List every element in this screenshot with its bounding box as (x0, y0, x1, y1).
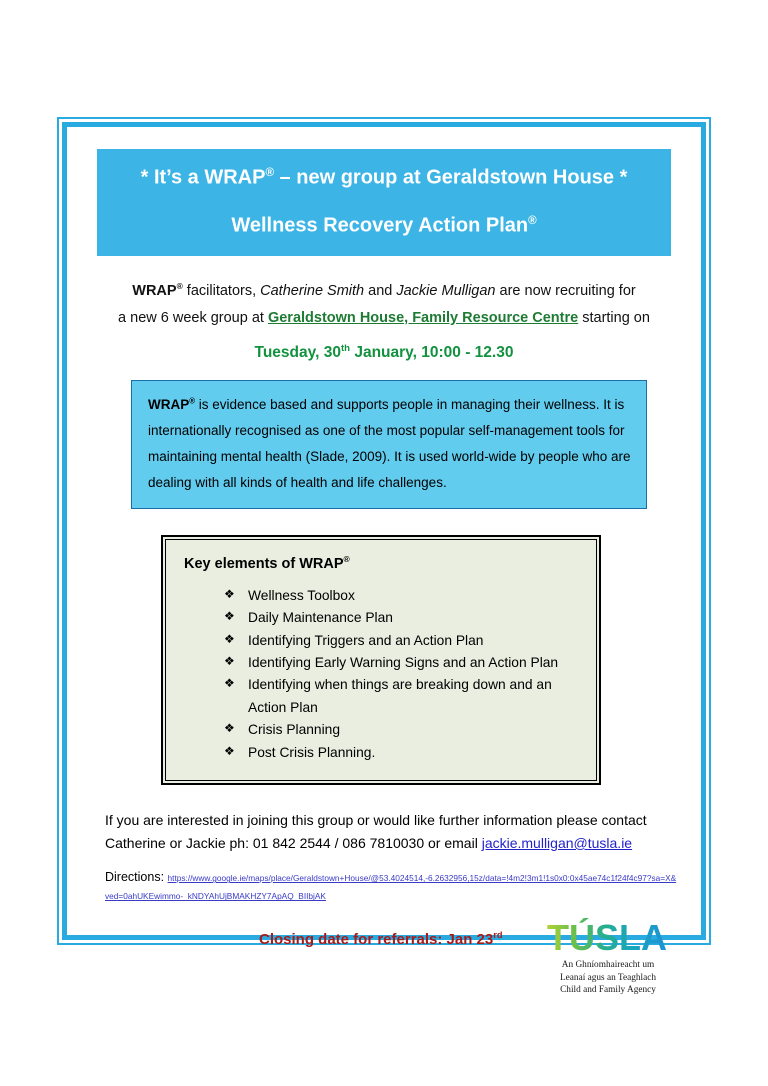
tusla-wordmark-icon (543, 918, 671, 958)
contact-line-2-pre: Catherine or Jackie ph: 01 842 2544 / 086 7810030 or email (105, 834, 482, 851)
date-ordinal-suffix: rd (493, 930, 503, 941)
diamond-bullet-icon: ❖ (224, 609, 235, 624)
description-box (131, 380, 647, 509)
venue-link[interactable]: Geraldstown House, Family Resource Centre (267, 310, 579, 327)
poster-frame (57, 117, 711, 995)
wrap-brand: WRAP (132, 283, 177, 300)
registered-mark-icon: ® (343, 553, 350, 564)
intro-line-2-post: starting on (578, 310, 650, 327)
directions-map-url-link[interactable]: https://www.google.ie/maps/place/Geraldstown+House/@53.4024514,-6.2632956,15z/data=!4m2!3m1!1s0x0:0x45ae74c1f24f4c97?sa=X&ved=0ahUKEwimmo-_kNDYAhUjBMAKHZY7ApAQ_BIIbjAK (105, 873, 677, 902)
list-item-label: Crisis Planning (248, 722, 341, 738)
closing-date-text (259, 930, 503, 948)
description-body: is evidence based and supports people in managing their wellness. It is internationally recognised as one of the most popular self-management tools for maintaining mental health (Slade, 2009). It is used world-wide by people who are dealing with all kinds of health and life challenges. (148, 397, 631, 490)
title-line-2-pre: Wellness Recovery Action Plan (231, 214, 529, 237)
closing-date-label: Closing date for referrals: Jan 23 (259, 931, 494, 949)
tusla-tagline-line-2: Leanaí agus an Teaghlach (560, 972, 656, 983)
footer-row (89, 918, 679, 1016)
intro-line-2-pre: a new 6 week group at (118, 310, 268, 327)
contact-line-1: If you are interested in joining this group or would like further information please contact (105, 812, 647, 829)
intro-text-b: and (364, 283, 397, 300)
email-link[interactable]: jackie.mulligan@tusla.ie (481, 834, 633, 851)
diamond-bullet-icon: ❖ (224, 676, 235, 691)
key-elements-heading (184, 554, 580, 572)
diamond-bullet-icon: ❖ (224, 631, 235, 646)
intro-line-1 (89, 278, 679, 305)
intro-text-a: facilitators, (182, 283, 261, 300)
tusla-wordmark-label: TÚSLA (547, 918, 667, 959)
list-item (224, 585, 580, 607)
list-item (224, 742, 580, 764)
wrap-brand: WRAP (148, 397, 190, 413)
diamond-bullet-icon: ❖ (224, 743, 235, 758)
list-item (224, 674, 580, 719)
diamond-bullet-icon: ❖ (224, 721, 235, 736)
diamond-bullet-icon: ❖ (224, 586, 235, 601)
contact-paragraph (105, 809, 679, 854)
poster-inner-border (62, 122, 706, 995)
start-date-line (89, 343, 679, 362)
title-banner (97, 149, 671, 256)
key-elements-box (161, 535, 601, 786)
registered-mark-icon: ® (176, 281, 183, 292)
start-date-post: January, 10:00 - 12.30 (350, 344, 514, 362)
list-item-label: Post Crisis Planning. (248, 744, 376, 760)
contact-line-2 (105, 832, 679, 854)
tusla-logo (543, 918, 673, 996)
registered-mark-icon: ® (265, 166, 274, 179)
poster-content (67, 127, 701, 995)
directions-block (105, 868, 679, 904)
date-ordinal-suffix: th (340, 342, 351, 354)
registered-mark-icon: ® (528, 213, 537, 227)
title-line-1-pre: * It’s a WRAP (140, 166, 266, 189)
list-item-label: Identifying when things are breaking down and an Action Plan (248, 677, 552, 715)
list-item-label: Daily Maintenance Plan (248, 610, 393, 626)
title-line-2 (107, 215, 661, 237)
key-elements-heading-text: Key elements of WRAP (184, 555, 344, 572)
intro-paragraph (89, 278, 679, 332)
tusla-tagline (543, 959, 673, 996)
intro-text-c: are now recruiting for (495, 283, 636, 300)
list-item (224, 630, 580, 652)
list-item-label: Identifying Early Warning Signs and an Action Plan (248, 655, 559, 670)
start-date-pre: Tuesday, 30 (254, 344, 341, 362)
title-line-1 (107, 167, 661, 189)
tusla-tagline-line-3: Child and Family Agency (560, 984, 656, 995)
list-item (224, 652, 580, 674)
list-item-label: Identifying Triggers and an Action Plan (248, 632, 484, 648)
list-item-label: Wellness Toolbox (248, 587, 355, 603)
key-elements-list (182, 585, 580, 765)
facilitator-name-2: Jackie Mulligan (396, 283, 496, 300)
title-line-1-post: – new group at Geraldstown House * (274, 166, 628, 189)
diamond-bullet-icon: ❖ (224, 654, 235, 668)
key-elements-inner (165, 539, 597, 782)
list-item (224, 719, 580, 741)
intro-line-2 (89, 305, 679, 332)
list-item (224, 607, 580, 629)
tusla-tagline-line-1: An Ghníomhaireacht um (561, 960, 655, 971)
registered-mark-icon: ® (189, 396, 196, 406)
directions-label: Directions: (105, 870, 168, 885)
facilitator-name-1: Catherine Smith (260, 283, 365, 300)
